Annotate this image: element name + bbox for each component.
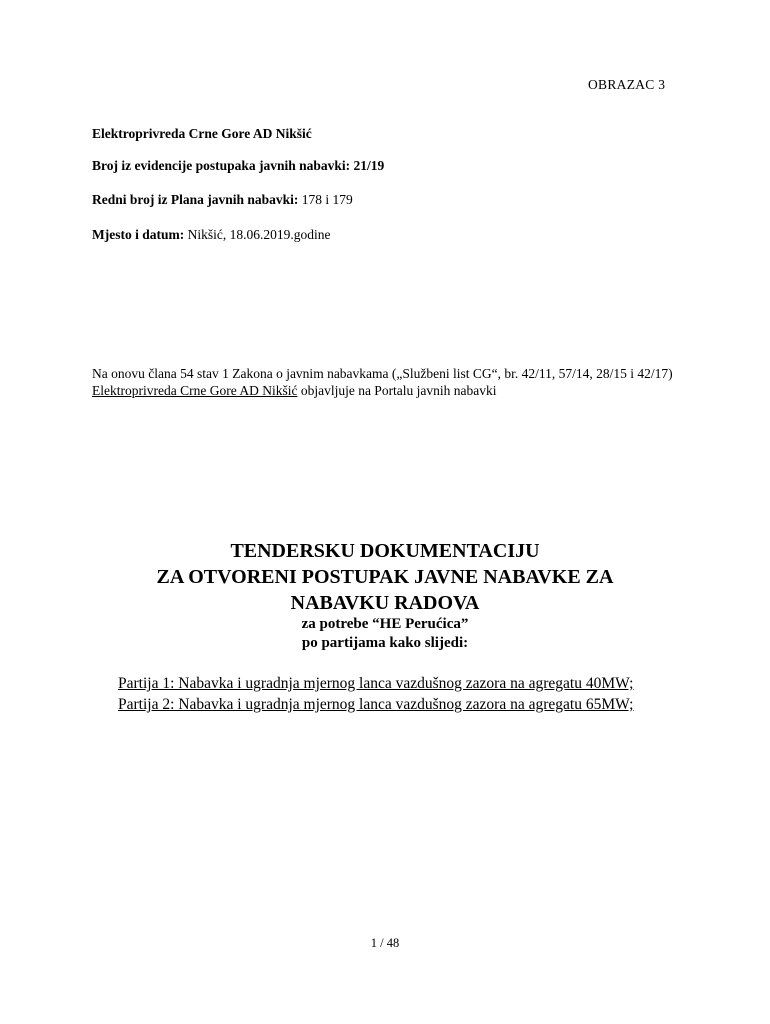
plan-value: 178 i 179 — [298, 192, 353, 207]
title-line-2: ZA OTVORENI POSTUPAK JAVNE NABAVKE ZA — [156, 566, 614, 588]
place-value: Nikšić, 18.06.2019.godine — [184, 227, 331, 242]
intro-text-before: Na onovu člana 54 stav 1 Zakona o javnim nabavkama („Službeni list CG“, br. 42/11, 57/14, 28/15 i 42/17) — [92, 366, 673, 381]
intro-paragraph — [92, 365, 692, 399]
company-name: Elektroprivreda Crne Gore AD Nikšić — [92, 126, 312, 141]
intro-text-after: objavljuje na Portalu javnih nabavki — [297, 383, 497, 398]
evidence-label: Broj iz evidencije postupaka javnih nabavki: 21/19 — [92, 158, 385, 173]
evidence-number — [92, 158, 384, 174]
subtitle-line-2: po partijama kako slijedi: — [301, 635, 469, 651]
lot-item-1: Partija 1: Nabavka i ugradnja mjernog lanca vazdušnog zazora na agregatu 40MW; — [118, 675, 634, 692]
form-code: OBRAZAC 3 — [588, 77, 666, 92]
place-date — [92, 227, 330, 243]
lots-list — [118, 673, 678, 715]
title-line-1: TENDERSKU DOKUMENTACIJU — [230, 540, 540, 562]
plan-label: Redni broj iz Plana javnih nabavki: — [92, 192, 299, 207]
place-label: Mjesto i datum: — [92, 227, 185, 242]
subtitle-line-1: za potrebe “HE Perućica” — [301, 616, 469, 632]
document-subtitle — [0, 615, 770, 653]
title-line-3: NABAVKU RADOVA — [290, 592, 480, 614]
page-number: 1 / 48 — [370, 936, 400, 950]
lot-item-2: Partija 2: Nabavka i ugradnja mjernog lanca vazdušnog zazora na agregatu 65MW; — [118, 696, 634, 713]
plan-number — [92, 192, 353, 208]
document-title — [0, 538, 770, 616]
intro-entity: Elektroprivreda Crne Gore AD Nikšić — [92, 383, 298, 398]
